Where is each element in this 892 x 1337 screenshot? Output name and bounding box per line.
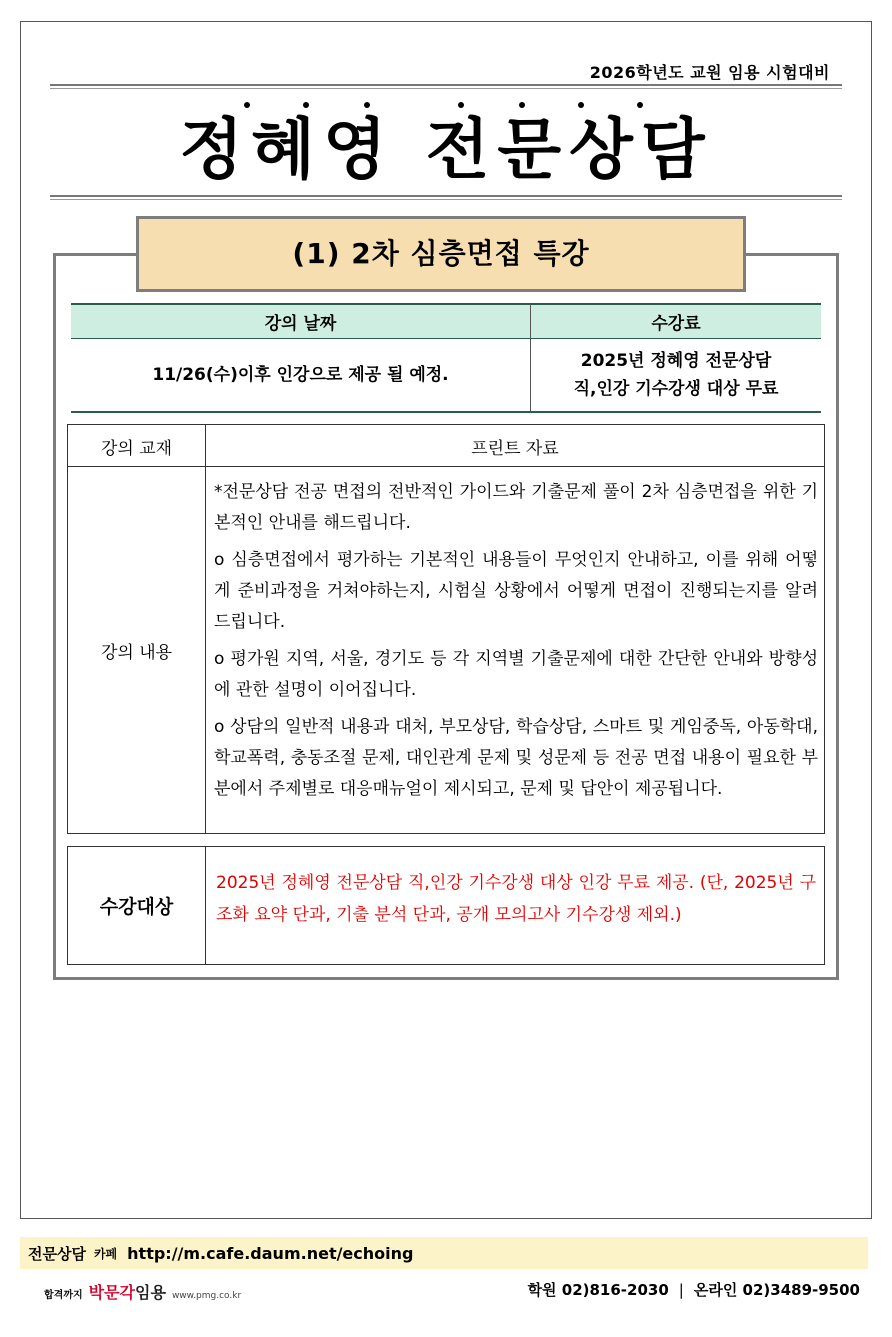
contact-separator: | [678, 1281, 684, 1299]
brand-site: www.pmg.co.kr [171, 1291, 242, 1301]
info-table [71, 303, 821, 413]
col-lecture-date: 강의 날짜 [71, 305, 531, 338]
content-row [68, 467, 824, 833]
content-label: 강의 내용 [68, 467, 206, 833]
target-table [67, 846, 825, 965]
emphasis-dot [458, 102, 464, 108]
footer-cafe-bar [20, 1237, 868, 1269]
material-row [68, 425, 824, 467]
content-paragraph: o 심층면접에서 평가하는 기본적인 내용들이 무엇인지 안내하고, 이를 위해 어떻게 준비과정을 거쳐야하는지, 시험실 상황에서 어떻게 면접이 진행되는지를 알려드립니다. [214, 550, 818, 632]
academy-phone: 학원 02)816-2030 [527, 1281, 669, 1299]
target-label: 수강대상 [68, 847, 206, 964]
material-label: 강의 교재 [68, 425, 206, 467]
content-paragraph: o 상담의 일반적 내용과 대처, 부모상담, 학습상담, 스마트 및 게임중독, 아동학대, 학교폭력, 충동조절 문제, 대인관계 문제 및 성문제 등 전공 면접 내용이 필요한 부분에서 주제별로 대응매뉴얼이 제시되고, 문제 및 답안이 제공됩니다. [214, 717, 818, 799]
brand-sub: 임용 [135, 1283, 166, 1302]
header-rule-bottom [50, 195, 842, 200]
lecture-banner: (1) 2차 심층면접 특강 [136, 216, 746, 292]
emphasis-dot [519, 102, 525, 108]
content-paragraph: *전문상담 전공 면접의 전반적인 가이드와 기출문제 풀이 2차 심층면접을 위한 기본적인 안내를 해드립니다. [214, 482, 818, 533]
header-rule-top [50, 84, 842, 89]
info-table-row [71, 339, 821, 411]
lecture-date-value: 11/26(수)이후 인강으로 제공 될 예정. [152, 365, 449, 385]
tuition-cell [531, 339, 821, 411]
col-tuition: 수강료 [651, 314, 701, 334]
material-value: 프린트 자료 [471, 438, 559, 459]
cafe-tag: 카페 [93, 1246, 118, 1261]
emphasis-dot [637, 102, 643, 108]
tuition-line-2: 직,인강 기수강생 대상 무료 [573, 379, 779, 399]
emphasis-dot [244, 102, 250, 108]
emphasis-dot [364, 102, 370, 108]
cafe-name: 전문상담 [28, 1244, 86, 1263]
info-table-header [71, 305, 821, 339]
content-paragraph: o 평가원 지역, 서울, 경기도 등 각 지역별 기출문제에 대한 간단한 안내와 방향성에 관한 설명이 이어집니다. [214, 649, 818, 700]
detail-table [67, 424, 825, 834]
emphasis-dot [578, 102, 584, 108]
emphasis-dot [303, 102, 309, 108]
exam-label: 2026학년도 교원 임용 시험대비 [589, 63, 830, 82]
footer-contact [528, 1279, 860, 1300]
lecture-date-cell [71, 339, 531, 411]
brand-slogan: 합격까지 [44, 1290, 83, 1301]
cafe-url-link[interactable]: http://m.cafe.daum.net/echoing [127, 1243, 414, 1263]
brand-logo [44, 1280, 241, 1303]
content-body [206, 467, 824, 833]
online-phone: 온라인 02)3489-9500 [693, 1281, 860, 1299]
brand-name: 박문각 [88, 1283, 136, 1302]
target-text: 2025년 정혜영 전문상담 직,인강 기수강생 대상 인강 무료 제공. (단, 2025년 구조화 요약 단과, 기출 분석 단과, 공개 모의고사 기수강생 제외.) [216, 873, 816, 925]
page-title: 정혜영 전문상담 [179, 111, 713, 188]
tuition-line-1: 2025년 정혜영 전문상담 [580, 351, 772, 371]
